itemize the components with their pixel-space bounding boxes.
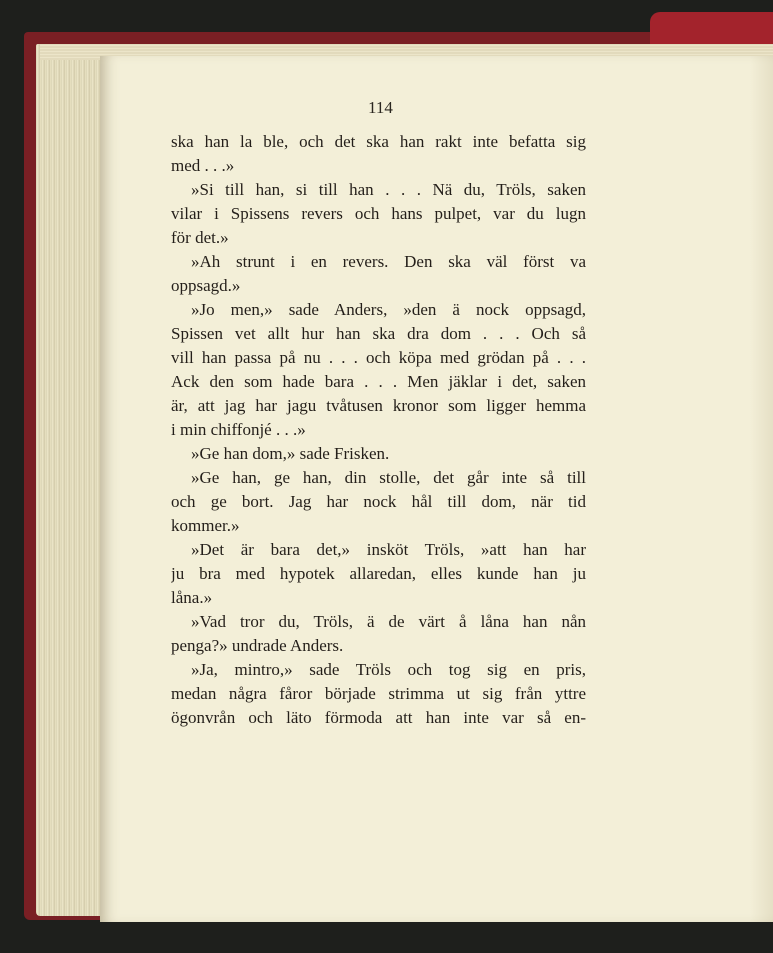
text-line: »Ge han, ge han, din stolle, det går inte så till <box>191 468 586 487</box>
text-line: »Si till han, si till han . . . Nä du, Tröls, saken <box>191 180 586 199</box>
text-line: för det.» <box>171 228 229 247</box>
page-number: 114 <box>368 98 393 117</box>
page-shadow <box>750 56 773 922</box>
text-line: är, att jag har jagu tvåtusen kronor som ligger hemma <box>171 396 586 415</box>
text-line: »Ge han dom,» sade Frisken. <box>191 444 390 463</box>
text-line: låna.» <box>171 588 213 607</box>
text-line: i min chiffonjé . . .» <box>171 420 306 439</box>
text-line: »Ja, mintro,» sade Tröls och tog sig en pris, <box>191 660 586 679</box>
text-line: »Ah strunt i en revers. Den ska väl först va <box>191 252 586 271</box>
text-line: »Det är bara det,» insköt Tröls, »att han har <box>191 540 586 559</box>
text-line: Spissen vet allt hur han ska dra dom . . . Och så <box>171 324 586 343</box>
text-line: och ge bort. Jag har nock hål till dom, när tid <box>171 492 586 511</box>
text-line: vill han passa på nu . . . och köpa med grödan på . . . <box>171 348 586 367</box>
text-line: med . . .» <box>171 156 235 175</box>
text-line: kommer.» <box>171 516 240 535</box>
text-line: ska han la ble, och det ska han rakt inte befatta sig <box>171 132 586 151</box>
text-line: penga?» undrade Anders. <box>171 636 344 655</box>
page-body-text <box>171 130 586 730</box>
text-line: vilar i Spissens revers och hans pulpet, var du lugn <box>171 204 586 223</box>
text-line: »Jo men,» sade Anders, »den ä nock oppsagd, <box>191 300 586 319</box>
text-line: Ack den som hade bara . . . Men jäklar i det, saken <box>171 372 586 391</box>
text-line: »Vad tror du, Tröls, ä de värt å låna han nån <box>191 612 586 631</box>
text-line: medan några fåror började strimma ut sig från yttre <box>171 684 586 703</box>
text-line: ju bra med hypotek allaredan, elles kunde han ju <box>171 564 586 583</box>
text-line: ögonvrån och läto förmoda att han inte var så en- <box>171 708 586 727</box>
text-line: oppsagd.» <box>171 276 241 295</box>
